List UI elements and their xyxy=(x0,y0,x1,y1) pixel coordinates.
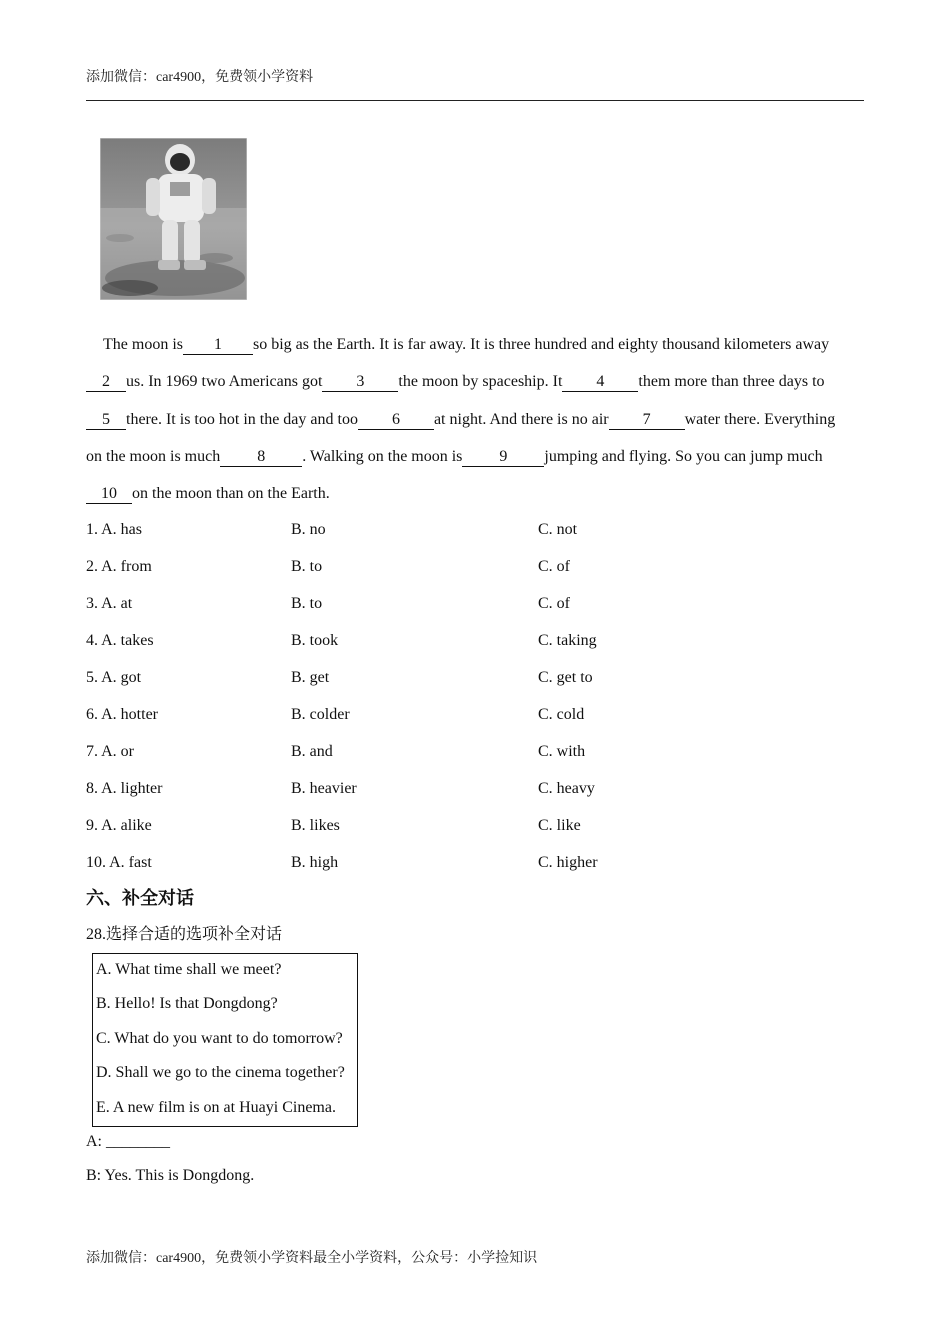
passage-line-4 xyxy=(86,438,864,475)
passage-line-1 xyxy=(86,326,864,363)
passage-text: at night. And there is no air xyxy=(433,410,609,428)
passage-text: on the moon is much xyxy=(86,447,221,465)
option-a[interactable]: 9. A. alike xyxy=(86,817,152,834)
option-b[interactable]: B. to xyxy=(291,558,323,575)
option-c[interactable]: C. heavy xyxy=(538,780,595,797)
option-c[interactable]: C. not xyxy=(538,521,578,538)
option-b[interactable]: B. and xyxy=(291,743,333,760)
option-row xyxy=(86,696,864,733)
option-c[interactable]: C. get to xyxy=(538,669,593,686)
passage-text: us. In 1969 two Americans got xyxy=(126,373,323,391)
option-b[interactable]: B. no xyxy=(291,521,326,538)
option-c[interactable]: C. with xyxy=(538,743,586,760)
choice-item: A. What time shall we meet? xyxy=(96,961,282,978)
option-c[interactable]: C. of xyxy=(538,595,570,612)
blank-1[interactable]: 1 xyxy=(183,336,253,355)
option-c[interactable]: C. higher xyxy=(538,854,598,871)
choice-item: C. What do you want to do tomorrow? xyxy=(96,1029,343,1047)
option-b[interactable]: B. heavier xyxy=(291,780,357,797)
dialog-line-a[interactable]: A: ________ xyxy=(86,1133,170,1150)
choice-item: B. Hello! Is that Dongdong? xyxy=(96,995,278,1013)
option-b[interactable]: B. to xyxy=(291,595,323,612)
passage-text: the moon by spaceship. It xyxy=(398,373,563,391)
passage-line-3 xyxy=(86,401,864,438)
option-row xyxy=(86,844,864,881)
option-row xyxy=(86,511,864,548)
passage-text: on the moon than on the Earth. xyxy=(132,485,330,503)
option-row xyxy=(86,770,864,807)
option-a[interactable]: 7. A. or xyxy=(86,743,134,760)
choice-box xyxy=(92,953,358,1127)
option-a[interactable]: 5. A. got xyxy=(86,669,142,686)
blank-4[interactable]: 4 xyxy=(562,373,638,392)
option-b[interactable]: B. likes xyxy=(291,817,340,834)
option-row xyxy=(86,585,864,622)
blank-5[interactable]: 5 xyxy=(86,411,126,430)
astronaut-on-moon-photo xyxy=(100,138,247,300)
passage-text: water there. Everything xyxy=(684,410,836,428)
option-a[interactable]: 1. A. has xyxy=(86,521,142,538)
section-title: 六、补全对话 xyxy=(86,888,194,909)
option-c[interactable]: C. cold xyxy=(538,706,585,723)
passage-text: there. It is too hot in the day and too xyxy=(126,410,358,428)
option-b[interactable]: B. high xyxy=(291,854,339,871)
option-b[interactable]: B. get xyxy=(291,669,330,686)
option-a[interactable]: 3. A. at xyxy=(86,595,133,612)
passage-text: them more than three days to xyxy=(638,373,825,391)
option-a[interactable]: 2. A. from xyxy=(86,558,152,575)
passage-text: jumping and flying. So you can jump much xyxy=(544,447,823,465)
option-b[interactable]: B. colder xyxy=(291,706,350,723)
blank-3[interactable]: 3 xyxy=(322,373,398,392)
passage-text: The moon is xyxy=(103,336,183,353)
blank-9[interactable]: 9 xyxy=(462,448,544,467)
choice-item: D. Shall we go to the cinema together? xyxy=(96,1064,345,1082)
page-header: 添加微信：car4900，免费领小学资料 xyxy=(86,70,314,85)
blank-10[interactable]: 10 xyxy=(86,485,132,504)
blank-7[interactable]: 7 xyxy=(609,411,685,430)
passage-line-2 xyxy=(86,363,864,400)
blank-8[interactable]: 8 xyxy=(220,448,302,467)
header-divider xyxy=(86,100,864,101)
reading-passage xyxy=(86,326,864,512)
option-a[interactable]: 8. A. lighter xyxy=(86,780,163,797)
option-row xyxy=(86,548,864,585)
passage-text: so big as the Earth. It is far away. It is three hundred and eighty thousand kilometers away xyxy=(253,336,830,353)
option-a[interactable]: 10. A. fast xyxy=(86,854,152,871)
blank-2[interactable]: 2 xyxy=(86,373,126,392)
option-row xyxy=(86,622,864,659)
option-c[interactable]: C. taking xyxy=(538,632,597,649)
option-b[interactable]: B. took xyxy=(291,632,339,649)
page-footer: 添加微信：car4900，免费领小学资料最全小学资料，公众号：小学捡知识 xyxy=(86,1251,538,1266)
choice-item: E. A new film is on at Huayi Cinema. xyxy=(96,1098,336,1116)
options-list xyxy=(86,511,864,881)
option-c[interactable]: C. like xyxy=(538,817,581,834)
option-a[interactable]: 6. A. hotter xyxy=(86,706,158,723)
dialog-line-b: B: Yes. This is Dongdong. xyxy=(86,1167,255,1184)
option-c[interactable]: C. of xyxy=(538,558,570,575)
option-a[interactable]: 4. A. takes xyxy=(86,632,154,649)
blank-6[interactable]: 6 xyxy=(358,411,434,430)
option-row xyxy=(86,659,864,696)
question-title: 28.选择合适的选项补全对话 xyxy=(86,926,283,943)
passage-text: . Walking on the moon is xyxy=(302,447,463,465)
option-row xyxy=(86,733,864,770)
option-row xyxy=(86,807,864,844)
passage-line-5 xyxy=(86,475,864,512)
